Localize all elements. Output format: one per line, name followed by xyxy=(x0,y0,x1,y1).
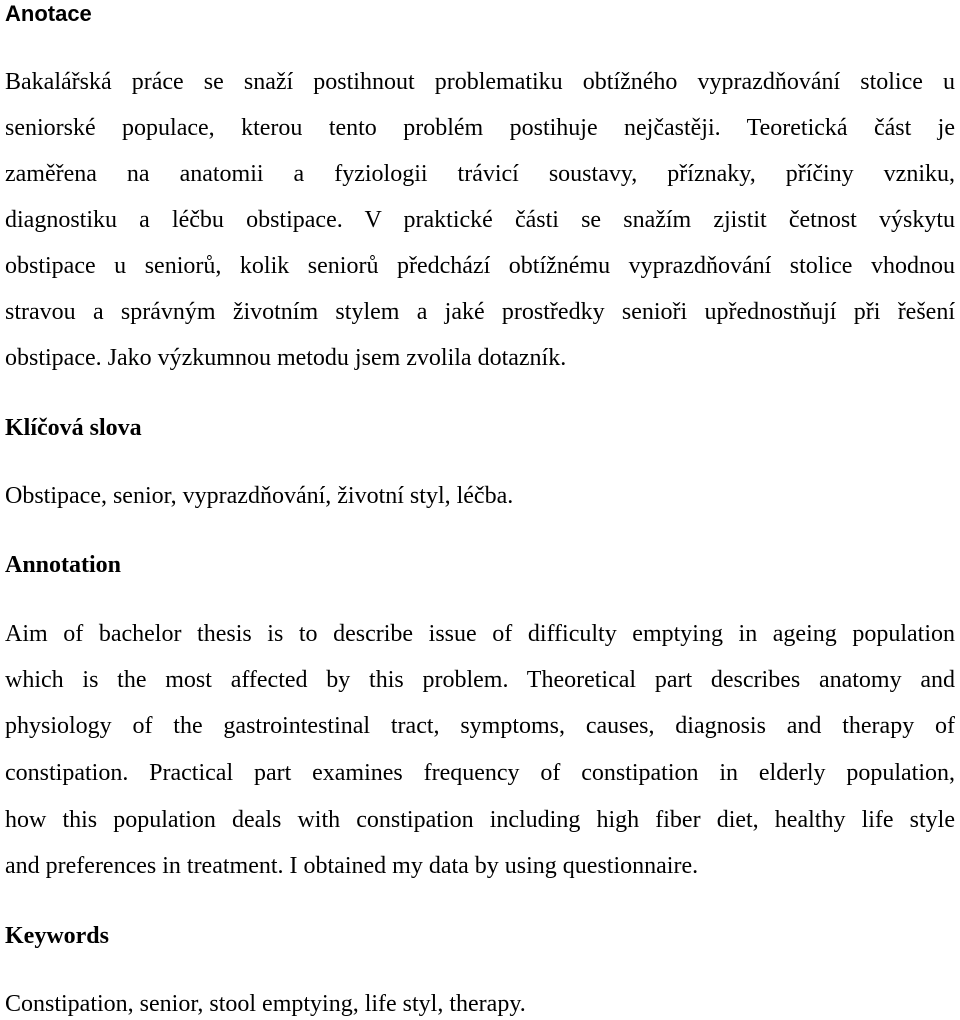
anotace-line: diagnostiku a léčbu obstipace. V praktické části se snažím zjistit četnost výskytu xyxy=(5,207,955,233)
annotation-line: constipation. Practical part examines frequency of constipation in elderly population, xyxy=(5,760,955,786)
anotace-line: Bakalářská práce se snaží postihnout problematiku obtížného vyprazdňování stolice u xyxy=(5,69,955,95)
annotation-line: how this population deals with constipation including high fiber diet, healthy life style xyxy=(5,807,955,833)
annotation-line: which is the most affected by this problem. Theoretical part describes anatomy and xyxy=(5,667,955,693)
anotace-line: obstipace. Jako výzkumnou metodu jsem zvolila dotazník. xyxy=(5,345,567,371)
anotace-line: stravou a správným životním stylem a jaké prostředky senioři upřednostňují při řešení xyxy=(5,299,955,325)
annotation-line: physiology of the gastrointestinal tract, symptoms, causes, diagnosis and therapy of xyxy=(5,713,955,739)
klicova-slova-text: Obstipace, senior, vyprazdňování, životní styl, léčba. xyxy=(5,483,514,509)
klicova-slova-heading: Klíčová slova xyxy=(5,415,142,441)
anotace-line: zaměřena na anatomii a fyziologii trávicí soustavy, příznaky, příčiny vzniku, xyxy=(5,161,955,187)
anotace-line: seniorské populace, kterou tento problém postihuje nejčastěji. Teoretická část je xyxy=(5,115,955,141)
annotation-line: and preferences in treatment. I obtained my data by using questionnaire. xyxy=(5,853,699,879)
keywords-heading: Keywords xyxy=(5,923,109,949)
annotation-line: Aim of bachelor thesis is to describe issue of difficulty emptying in ageing population xyxy=(5,621,955,647)
anotace-line: obstipace u seniorů, kolik seniorů předchází obtížnému vyprazdňování stolice vhodnou xyxy=(5,253,955,279)
anotace-heading: Anotace xyxy=(5,1,92,26)
annotation-heading: Annotation xyxy=(5,552,122,578)
keywords-text: Constipation, senior, stool emptying, life styl, therapy. xyxy=(5,991,526,1017)
